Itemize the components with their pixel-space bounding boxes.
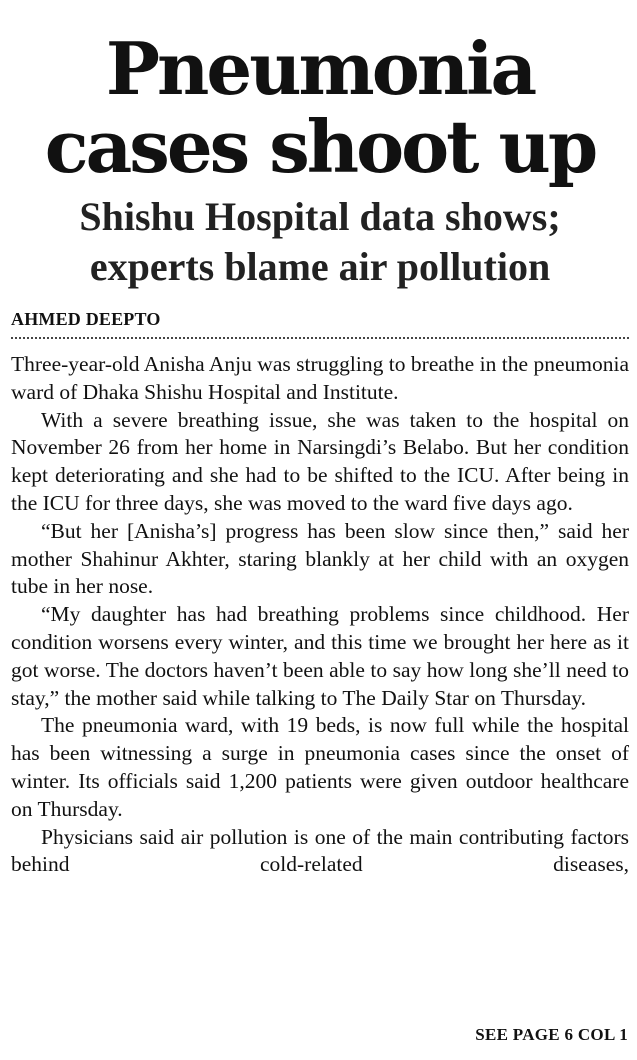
paragraph-2: With a severe breathing issue, she was taken to the hospital on November 26 from her home in Narsingdi’s Belabo. But her condition kept deteriorating and she had to be shifted to the ICU. After being in the ICU for three days, she was moved to the ward five days ago. [11,407,629,515]
byline: AHMED DEEPTO [11,309,161,329]
headline-line-2: cases shoot up [44,104,596,189]
subheadline [11,192,629,292]
dotted-divider [11,337,629,339]
continued-jump-line: SEE PAGE 6 COL 1 [475,1025,628,1044]
paragraph-3: “But her [Anisha’s] progress has been slow since then,” said her mother Shahinur Akhter, staring blankly at her child with an oxygen tube in her nose. [11,518,629,599]
article-body [11,351,629,879]
subheadline-line-1: Shishu Hospital data shows; [79,194,561,239]
paragraph-4: “My daughter has had breathing problems since childhood. Her condition worsens every winter, and this time we brought her here as it got worse. The doctors haven’t been able to say how long she’ll need to stay,” the mother said while talking to The Daily Star on Thursday. [11,602,629,710]
paragraph-6: Physicians said air pollution is one of the main contributing factors behind cold-related diseases, [11,824,629,877]
subheadline-line-2: experts blame air pollution [89,244,551,289]
paragraph-5: The pneumonia ward, with 19 beds, is now full while the hospital has been witnessing a surge in pneumonia cases since the onset of winter. Its officials said 1,200 patients were given outdoor healthcare on Thursday. [11,713,629,821]
headline [11,0,629,189]
headline-line-1: Pneumonia [105,26,535,111]
paragraph-1: Three-year-old Anisha Anju was struggling to breathe in the pneumonia ward of Dhaka Shishu Hospital and Institute. [11,352,629,404]
